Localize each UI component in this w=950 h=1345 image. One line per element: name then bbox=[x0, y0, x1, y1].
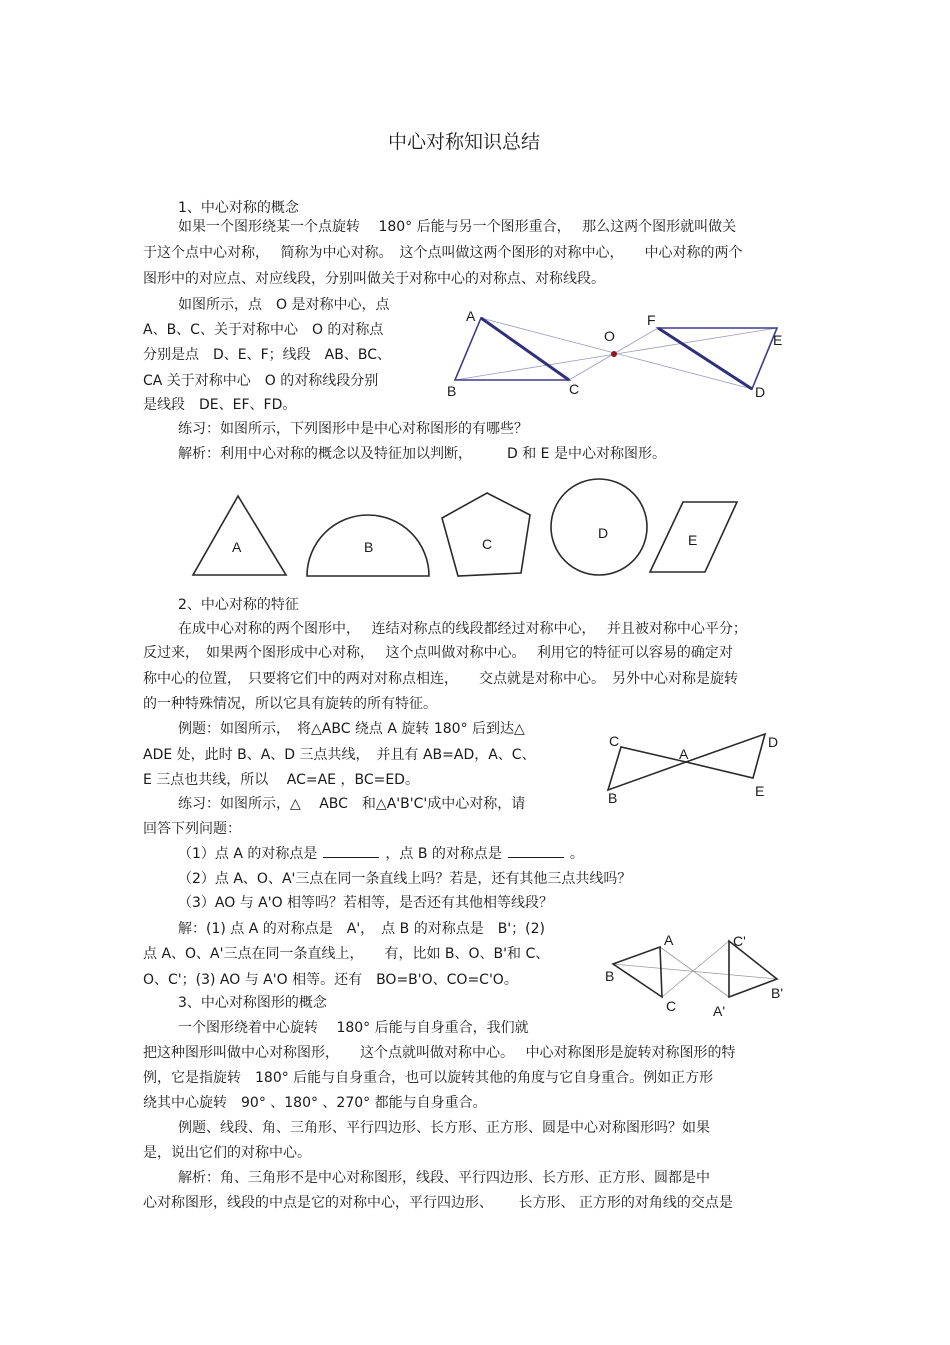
s1-p2-line-5: 是线段 DE、EF、FD。 bbox=[143, 397, 297, 413]
s2-example-line-2: ADE 处，此时 B、A、D 三点共线， 并且有 AB=AD，A、C、 bbox=[143, 747, 536, 763]
answer-blank-2[interactable] bbox=[508, 845, 564, 858]
fig1-label-b: B bbox=[447, 383, 457, 399]
triangle-shape bbox=[193, 496, 286, 575]
q1-part-c: 。 bbox=[569, 846, 584, 862]
fig2-label-a: A bbox=[679, 746, 689, 762]
shape-label-a: A bbox=[232, 539, 242, 555]
fig1-label-c: C bbox=[569, 381, 580, 397]
s1-p2-line-1: 如图所示，点 O 是对称中心，点 bbox=[178, 297, 390, 313]
fig1-label-a: A bbox=[466, 308, 476, 324]
figure-central-symmetry-triangles bbox=[440, 305, 800, 405]
shape-label-c: C bbox=[482, 536, 493, 552]
s2-question-3: （3）AO 与 A'O 相等吗？若相等，是否还有其他相等线段？ bbox=[178, 895, 554, 911]
fig3-label-b-prime: B' bbox=[771, 985, 784, 1001]
fig3-label-c: C bbox=[666, 998, 677, 1014]
s2-question-2: （2）点 A、O、A'三点在同一条直线上吗？若是，还有其他三点共线吗？ bbox=[178, 871, 632, 887]
s3-p2-line-1: 例题、线段、角、三角形、平行四边形、长方形、正方形、圆是中心对称图形吗？如果 bbox=[178, 1120, 710, 1136]
page-title: 中心对称知识总结 bbox=[388, 131, 541, 153]
section-3-heading: 3、中心对称图形的概念 bbox=[178, 995, 327, 1011]
fig1-label-f: F bbox=[647, 312, 656, 328]
fig1-label-e: E bbox=[773, 332, 783, 348]
section-2-heading: 2、中心对称的特征 bbox=[178, 597, 299, 613]
fig2-label-e: E bbox=[755, 783, 765, 799]
shape-label-d: D bbox=[598, 525, 609, 541]
fig3-label-a-prime: A' bbox=[713, 1003, 726, 1019]
fig3-label-b: B bbox=[605, 968, 615, 984]
s2-p1-line-1: 在成中心对称的两个图形中， 连结对称点的线段都经过对称中心， 并且被对称中心平分； bbox=[178, 621, 747, 637]
s1-answer: 解析：利用中心对称的概念以及特征加以判断， D 和 E 是中心对称图形。 bbox=[178, 446, 666, 462]
s1-p1-line-1: 如果一个图形绕某一个点旋转 180° 后能与另一个图形重合， 那么这两个图形就叫做关 bbox=[178, 219, 737, 235]
s1-p2-line-4: CA 关于对称中心 O 的对称线段分别 bbox=[143, 373, 379, 389]
figure-rotation-bowtie bbox=[600, 730, 790, 805]
s2-p1-line-2: 反过来， 如果两个图形成中心对称， 这个点叫做对称中心。 利用它的特征可以容易的确定对 bbox=[143, 645, 733, 661]
s3-p2-line-2: 是，说出它们的对称中心。 bbox=[143, 1145, 311, 1161]
s2-exercise-line-2: 回答下列问题： bbox=[143, 821, 241, 837]
s2-exercise-line-1: 练习：如图所示，△ ABC 和△A'B'C'成中心对称，请 bbox=[178, 796, 526, 812]
s2-solution-line-3: O、C'；(3) AO 与 A'O 相等。还有 BO=B'O、CO=C'O。 bbox=[143, 972, 518, 988]
figure-symmetric-triangles bbox=[600, 928, 790, 1020]
fig1-label-d: D bbox=[755, 384, 766, 400]
s2-p1-line-4: 的一种特殊情况，所以它具有旋转的所有特征。 bbox=[143, 696, 437, 712]
s3-p1-line-1: 一个图形绕着中心旋转 180° 后能与自身重合，我们就 bbox=[178, 1020, 529, 1036]
s1-p2-line-2: A、B、C、关于对称中心 O 的对称点 bbox=[143, 322, 384, 338]
fig3-label-c-prime: C' bbox=[733, 933, 746, 949]
fig2-label-b: B bbox=[608, 790, 618, 806]
center-point-o bbox=[611, 351, 617, 357]
shape-label-e: E bbox=[688, 532, 698, 548]
pentagon-shape bbox=[442, 493, 530, 576]
s3-p1-line-2: 把这种图形叫做中心对称图形， 这个点就叫做对称中心。 中心对称图形是旋转对称图形的特 bbox=[143, 1045, 736, 1061]
fig3-label-a: A bbox=[664, 932, 674, 948]
s1-exercise: 练习：如图所示，下列图形中是中心对称图形的有哪些？ bbox=[178, 421, 528, 437]
s2-example-line-1: 例题：如图所示， 将△ABC 绕点 A 旋转 180° 后到达△ bbox=[178, 721, 525, 737]
s2-p1-line-3: 称中心的位置， 只要将它们中的两对对称点相连， 交点就是对称中心。 另外中心对称是旋转 bbox=[143, 671, 738, 687]
s2-example-line-3: E 三点也共线，所以 AC=AE ，BC=ED。 bbox=[143, 772, 419, 788]
s2-solution-line-1: 解：(1) 点 A 的对称点是 A'， 点 B 的对称点是 B'；(2) bbox=[178, 921, 545, 937]
s3-p1-line-3: 例，它是指旋转 180° 后能与自身重合，也可以旋转其他的角度与它自身重合。例如正方形 bbox=[143, 1070, 714, 1086]
fig1-label-o: O bbox=[604, 328, 615, 344]
shape-label-b: B bbox=[364, 539, 374, 555]
s3-p1-line-4: 绕其中心旋转 90° 、180° 、270° 都能与自身重合。 bbox=[143, 1095, 487, 1111]
s1-p2-line-3: 分别是点 D、E、F；线段 AB、BC、 bbox=[143, 347, 391, 363]
s3-p3-line-1: 解析：角、三角形不是中心对称图形，线段、平行四边形、长方形、正方形、圆都是中 bbox=[178, 1170, 710, 1186]
q1-part-b: ，点 B 的对称点是 bbox=[385, 846, 502, 862]
answer-blank-1[interactable] bbox=[323, 845, 379, 858]
fig2-label-c: C bbox=[609, 733, 620, 749]
s2-question-1 bbox=[178, 845, 584, 863]
figure-shapes-row bbox=[185, 470, 745, 585]
s1-p1-line-2: 于这个点中心对称， 简称为中心对称。 这个点叫做这两个图形的对称中心， 中心对称的两个 bbox=[143, 245, 743, 261]
section-1-heading: 1、中心对称的概念 bbox=[178, 200, 299, 216]
q1-part-a: （1）点 A 的对称点是 bbox=[178, 846, 318, 862]
s1-p1-line-3: 图形中的对应点、对应线段，分别叫做关于对称中心的对称点、对称线段。 bbox=[143, 271, 605, 287]
s2-solution-line-2: 点 A、O、A'三点在同一条直线上， 有，比如 B、O、B'和 C、 bbox=[143, 946, 550, 962]
fig2-label-d: D bbox=[768, 734, 779, 750]
s3-p3-line-2: 心对称图形，线段的中点是它的对称中心，平行四边形、 长方形、 正方形的对角线的交点是 bbox=[143, 1195, 733, 1211]
